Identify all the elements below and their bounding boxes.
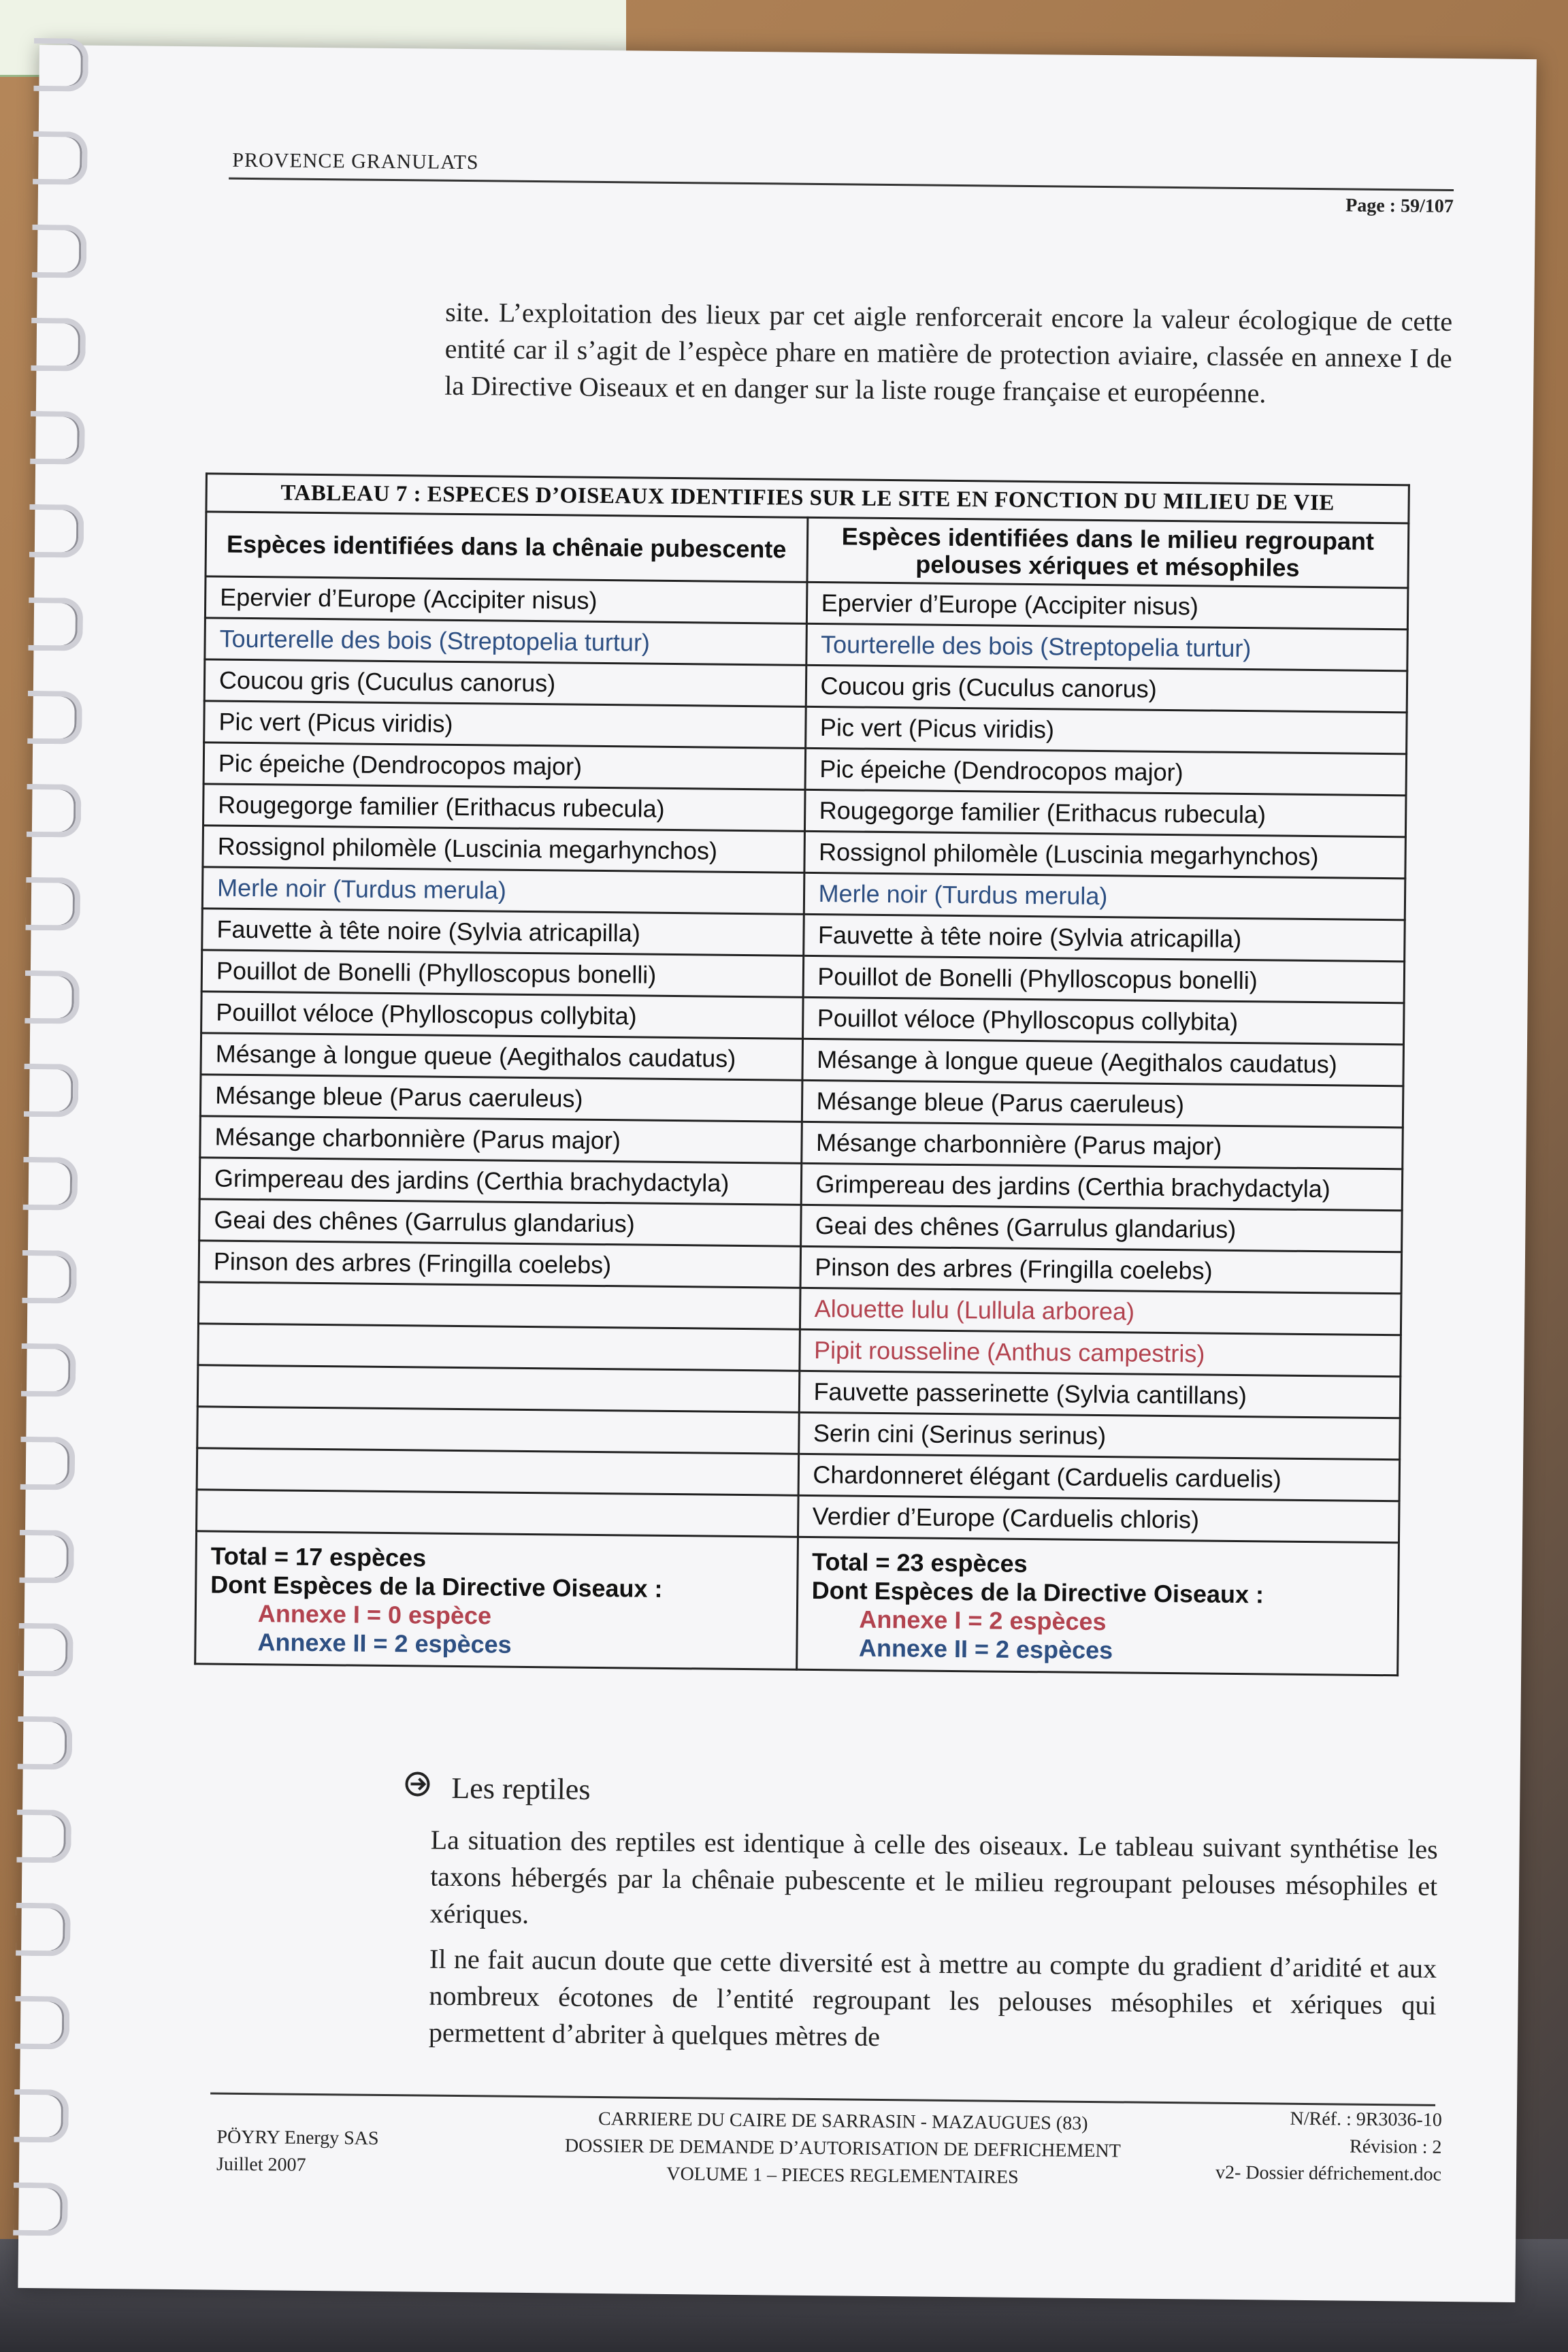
species-cell-right: Mésange à longue queue (Aegithalos caudatus) [802,1039,1403,1085]
table-body [197,576,1408,1543]
spiral-ring [24,1064,79,1117]
species-cell-left: Epervier d’Europe (Accipiter nisus) [205,576,806,623]
species-cell-right: Verdier d’Europe (Carduelis chloris) [798,1495,1399,1542]
footer-dossier: DOSSIER DE DEMANDE D’AUTORISATION DE DEFRICHEMENT [564,2135,1121,2162]
species-cell-left: Geai des chênes (Garrulus glandarius) [199,1199,801,1246]
arrow-bullet-icon [404,1770,434,1805]
table-caption: TABLEAU 7 : ESPECES D’OISEAUX IDENTIFIES SUR LE SITE EN FONCTION DU MILIEU DE VIE [205,472,1409,522]
spiral-ring [19,1530,74,1584]
footer-volume: VOLUME 1 – PIECES REGLEMENTAIRES [666,2163,1019,2188]
species-cell-right: Alouette lulu (Lullula arborea) [800,1288,1401,1335]
right-annex2: Annexe II = 2 espèces [858,1633,1113,1665]
species-cell-right: Tourterelle des bois (Streptopelia turtur) [806,623,1407,670]
footer-file: v2- Dossier défrichement.doc [1215,2161,1442,2185]
species-cell-left [197,1490,798,1537]
spiral-ring [18,1623,74,1677]
col1-header: Espèces identifiées dans la chênaie pubescente [206,512,807,582]
footer-ref: N/Réf. : 9R3036-10 [1290,2108,1442,2131]
species-cell-left [198,1282,800,1329]
footer-date: Juillet 2007 [216,2153,306,2176]
species-cell-right: Pinson des arbres (Fringilla coelebs) [800,1246,1402,1293]
species-cell-right: Chardonneret élégant (Carduelis carduelis) [798,1454,1400,1501]
page-number: Page : 59/107 [1345,195,1454,217]
species-cell-right: Mésange bleue (Parus caeruleus) [802,1080,1403,1127]
species-cell-right: Fauvette passerinette (Sylvia cantillans) [799,1371,1401,1418]
footer-center [536,2105,1149,2193]
right-directive: Dont Espèces de la Directive Oiseaux : [811,1575,1264,1609]
reptiles-paragraph-1: La situation des reptiles est identique à celle des oiseaux. Le tableau suivant synthétise les taxons hébergés par la chênaie pubescente et le milieu regroupant pelouses mésophiles et xériques. [429,1824,1438,1930]
species-cell-right: Coucou gris (Cuculus canorus) [806,665,1407,712]
left-totals [195,1531,798,1669]
species-cell-left: Rougegorge familier (Erithacus rubecula) [203,784,805,831]
footer-revision: Révision : 2 [1349,2136,1442,2158]
intro-paragraph: site. L’exploitation des lieux par cet aigle renforcerait encore la valeur écologique de cette entité car il s’agit de l’espèce phare en matière de protection aviaire, classée en annexe I de la Directive Oiseaux et en danger sur la liste rouge française et européenne. [444,296,1453,409]
species-cell-right: Grimpereau des jardins (Certhia brachydactyla) [801,1163,1403,1210]
species-cell-left: Fauvette à tête noire (Sylvia atricapilla) [202,909,804,956]
spiral-ring [20,1437,76,1490]
species-cell-left: Coucou gris (Cuculus canorus) [204,659,806,706]
species-cell-right: Rougegorge familier (Erithacus rubecula) [804,789,1406,836]
spiral-ring [14,2089,69,2143]
spiral-ring [16,1810,71,1863]
species-cell-right: Epervier d’Europe (Accipiter nisus) [806,582,1408,629]
left-annex1: Annexe I = 0 espèce [257,1599,492,1630]
species-cell-left: Merle noir (Turdus merula) [202,867,804,914]
left-directive: Dont Espèces de la Directive Oiseaux : [210,1570,663,1603]
footer-left [216,2124,379,2180]
spiral-ring [29,504,84,558]
species-cell-right: Pic épeiche (Dendrocopos major) [805,748,1407,795]
species-cell-left: Pic vert (Picus viridis) [204,701,806,748]
species-cell-right: Pipit rousseline (Anthus campestris) [799,1329,1401,1376]
header-rule [229,178,1454,191]
left-total: Total = 17 espèces [210,1541,427,1572]
species-cell-left: Pinson des arbres (Fringilla coelebs) [199,1241,800,1288]
species-cell-left: Mésange bleue (Parus caeruleus) [200,1075,802,1122]
footer-company: PÖYRY Energy SAS [216,2126,379,2149]
species-cell-left [197,1407,799,1454]
species-cell-left [198,1324,800,1371]
spiral-ring [26,877,81,931]
spiral-ring [31,318,86,372]
species-cell-left: Pic épeiche (Dendrocopos major) [203,742,805,789]
right-total: Total = 23 espèces [811,1548,1028,1578]
species-cell-right: Merle noir (Turdus merula) [804,872,1405,919]
spiral-ring [22,1250,77,1304]
species-cell-left: Pouillot de Bonelli (Phylloscopus bonelli) [201,950,803,997]
species-cell-left [197,1365,799,1412]
left-annex2: Annexe II = 2 espèces [257,1628,512,1659]
spiral-ring [18,1716,73,1770]
spiral-ring [32,225,87,278]
footer-project: CARRIERE DU CAIRE DE SARRASIN - MAZAUGUES (83) [598,2108,1088,2134]
species-cell-right: Rossignol philomèle (Luscinia megarhynchos) [804,831,1405,878]
birds-table [194,472,1410,1676]
spiral-ring [24,970,80,1024]
totals-row [195,1531,1399,1676]
spiral-ring [21,1343,76,1397]
spiral-ring [16,1903,71,1957]
right-totals [796,1537,1399,1675]
species-cell-right: Serin cini (Serinus serinus) [798,1412,1400,1459]
species-cell-left: Pouillot véloce (Phylloscopus collybita) [201,992,803,1039]
species-cell-left [197,1448,798,1495]
spiral-ring [13,2183,68,2236]
species-cell-left: Rossignol philomèle (Luscinia megarhynchos) [203,826,804,872]
reptiles-heading [404,1770,591,1807]
reptiles-paragraph-2: Il ne fait aucun doute que cette diversité est à mettre au compte du gradient d’aridité et aux nombreux écotones de l’entité regroupant les pelouses mésophiles et xériques qui permettent d’abriter à quelques mètres de [428,1943,1437,2052]
spiral-ring [30,411,85,465]
spiral-ring [28,598,83,651]
reptiles-heading-text: Les reptiles [451,1771,591,1806]
species-cell-right: Pouillot véloce (Phylloscopus collybita) [802,997,1404,1044]
spiral-ring [27,784,82,838]
footer-right [1215,2105,1442,2189]
spiral-ring [27,691,82,745]
spiral-ring [33,38,88,92]
species-cell-right: Geai des chênes (Garrulus glandarius) [800,1205,1402,1252]
species-cell-left: Tourterelle des bois (Streptopelia turtur) [205,618,806,665]
species-cell-left: Grimpereau des jardins (Certhia brachydactyla) [199,1158,801,1205]
footer-rule [210,2093,1435,2106]
spiral-ring [23,1157,78,1211]
species-cell-left: Mésange à longue queue (Aegithalos caudatus) [201,1033,802,1080]
table-header-row [206,512,1409,588]
species-cell-right: Fauvette à tête noire (Sylvia atricapilla) [803,914,1405,961]
spiral-ring [15,1996,70,2050]
species-cell-left: Mésange charbonnière (Parus major) [200,1116,802,1163]
species-cell-right: Mésange charbonnière (Parus major) [801,1122,1403,1169]
header-company: PROVENCE GRANULATS [232,148,479,174]
col2-header: Espèces identifiées dans le milieu regroupant pelouses xériques et mésophiles [806,517,1408,587]
right-annex1: Annexe I = 2 espèces [859,1605,1107,1636]
document-page [18,45,1537,2302]
species-cell-right: Pouillot de Bonelli (Phylloscopus bonelli) [803,956,1405,1002]
spiral-ring [33,131,88,185]
species-cell-right: Pic vert (Picus viridis) [805,706,1407,753]
